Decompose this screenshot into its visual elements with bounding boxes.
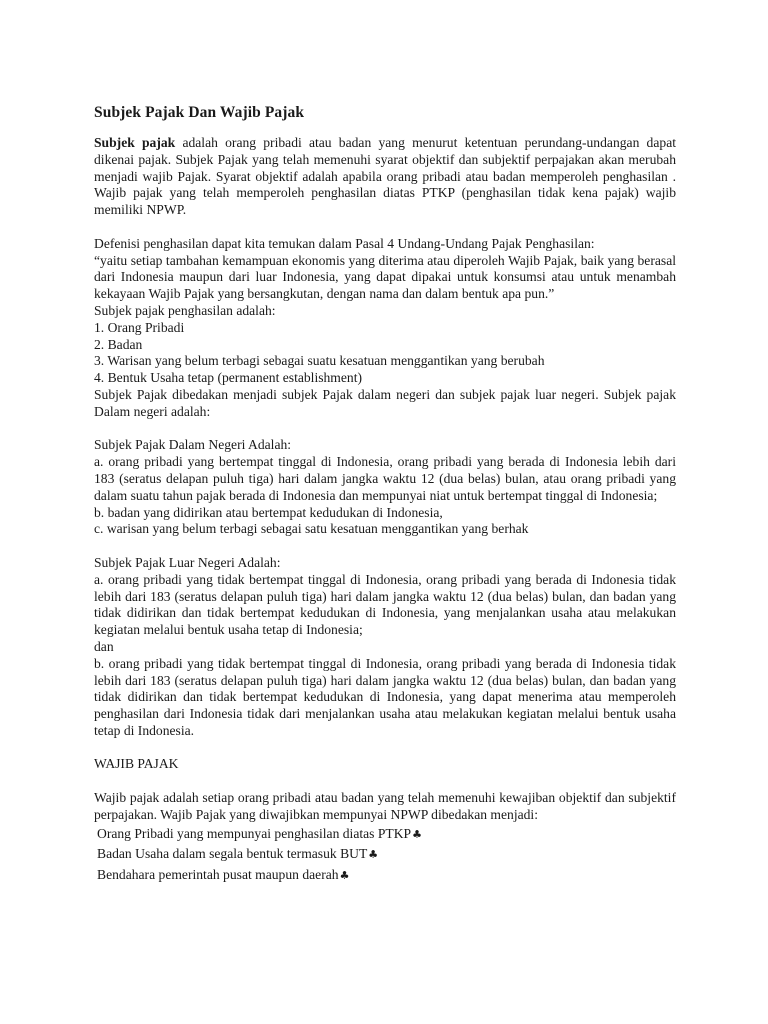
club-bullet-icon: ♣ [412, 827, 422, 841]
subjects-list-item: 1. Orang Pribadi [94, 319, 185, 335]
spacer [94, 421, 676, 438]
domestic-heading: Subjek Pajak Dalam Negeri Adalah: [94, 437, 292, 453]
domestic-item-c: c. warisan yang belum terbagi sebagai satu kesatuan menggantikan yang berhak [94, 521, 529, 537]
definition-quote: “yaitu setiap tambahan kemampuan ekonomis yang diterima atau diperoleh Wajib Pajak, baik yang berasal dari Indonesia maupun dari luar Indonesia, yang dapat dipakai untuk konsumsi atau untuk menambah kekayaan Wajib Pajak yang bersangkutan, dengan nama dan dalam bentuk apa pun.” [94, 252, 676, 302]
intro-paragraph [94, 135, 676, 219]
foreign-heading: Subjek Pajak Luar Negeri Adalah: [94, 554, 281, 570]
intro-bold-term: Subjek pajak [94, 135, 176, 150]
intro-text: adalah orang pribadi atau badan yang menurut ketentuan perundang-undangan dapat dikenai pajak. Subjek Pajak yang telah memenuhi syarat objektif dan subjektif perpajakan akan merubah menjadi wajib Pajak. Syarat objektif adalah apabila orang pribadi atau badan memperoleh penghasilan . Wajib pajak yang telah memperoleh penghasilan diatas PTKP (penghasilan tidak kena pajak) wajib memiliki NPWP. [94, 135, 676, 218]
wajib-list-item-text: Bendahara pemerintah pusat maupun daerah [97, 866, 339, 882]
club-bullet-icon: ♣ [339, 868, 350, 882]
domestic-item-b: b. badan yang didirikan atau bertempat kedudukan di Indonesia, [94, 504, 443, 520]
wajib-list-item [97, 865, 676, 886]
spacer [94, 773, 676, 790]
wajib-list-item-text: Badan Usaha dalam segala bentuk termasuk BUT [97, 846, 368, 862]
wajib-paragraph: Wajib pajak adalah setiap orang pribadi atau badan yang telah memenuhi kewajiban objektif dan subjektif perpajakan. Wajib Pajak yang diwajibkan mempunyai NPWP dibedakan menjadi: [94, 790, 676, 822]
spacer [94, 740, 676, 757]
spacer [94, 219, 676, 236]
wajib-list-item-text: Orang Pribadi yang mempunyai penghasilan diatas PTKP [97, 825, 412, 841]
subjects-list-item: 4. Bentuk Usaha tetap (permanent establishment) [94, 370, 363, 386]
club-bullet-icon: ♣ [368, 848, 379, 862]
spacer [94, 538, 676, 555]
wajib-heading: WAJIB PAJAK [94, 756, 179, 772]
subjects-split-paragraph: Subjek Pajak dibedakan menjadi subjek Pajak dalam negeri dan subjek pajak luar negeri. Subjek pajak Dalam negeri adalah: [94, 386, 676, 419]
subjects-list-item: 2. Badan [94, 336, 143, 352]
foreign-item-a: a. orang pribadi yang tidak bertempat tinggal di Indonesia, orang pribadi yang berada di Indonesia tidak lebih dari 183 (seratus delapan puluh tiga) hari dalam jangka waktu 12 (dua belas) bulan, dan badan yang tidak didirikan dan tidak bertempat kedudukan di Indonesia, yang menjalankan usaha atau melakukan kegiatan melalui bentuk usaha tetap di Indonesia; [94, 571, 676, 638]
document-title: Subjek Pajak Dan Wajib Pajak [94, 104, 305, 121]
definition-intro: Defenisi penghasilan dapat kita temukan dalam Pasal 4 Undang-Undang Pajak Penghasilan: [94, 235, 595, 251]
document-page [94, 103, 676, 885]
subjects-heading: Subjek pajak penghasilan adalah: [94, 302, 276, 318]
subjects-list-item: 3. Warisan yang belum terbagi sebagai suatu kesatuan menggantikan yang berubah [94, 353, 545, 369]
foreign-item-b: b. orang pribadi yang tidak bertempat tinggal di Indonesia, orang pribadi yang berada di Indonesia tidak lebih dari 183 (seratus delapan puluh tiga) hari dalam jangka waktu 12 (dua belas) bulan, dan badan yang tidak didirikan dan tidak bertempat kedudukan di Indonesia, yang dapat menerima atau memperoleh penghasilan dari Indonesia tidak dari menjalankan usaha atau melakukan kegiatan melalui bentuk usaha tetap di Indonesia. [94, 655, 676, 738]
wajib-list-item [97, 824, 676, 845]
wajib-list-item [97, 844, 676, 865]
domestic-item-a: a. orang pribadi yang bertempat tinggal di Indonesia, orang pribadi yang berada di Indonesia lebih dari 183 (seratus delapan puluh tiga) hari dalam jangka waktu 12 (dua belas) bulan, atau orang pribadi yang dalam suatu tahun pajak berada di Indonesia dan mempunyai niat untuk bertempat tinggal di Indonesia; [94, 454, 676, 503]
foreign-dan: dan [94, 638, 114, 654]
